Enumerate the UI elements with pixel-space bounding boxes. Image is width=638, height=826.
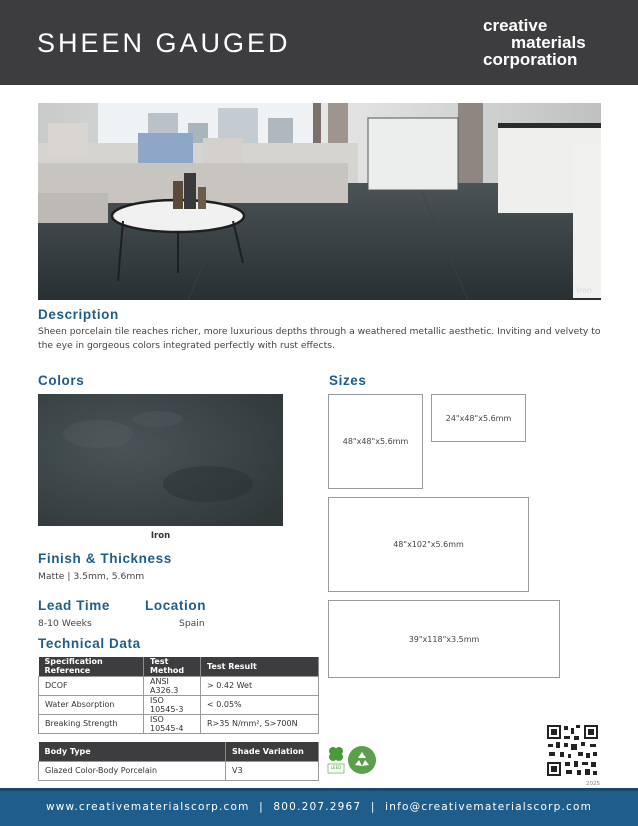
footer-email-link[interactable]: info@creativematerialscorp.com [385,801,593,813]
size-box-48x48 [328,394,423,489]
size-box-39x118 [328,600,560,678]
color-swatch-iron [38,394,283,526]
leed-badge [327,745,345,779]
table-cell: Water Absorption [39,695,144,714]
technical-table-header [39,657,319,676]
leed-label: LEED [330,765,342,770]
recycle-badge [347,745,377,779]
table-cell: ANSI A326.3 [144,676,201,695]
size-label: 24"x48"x5.6mm [445,413,512,423]
hero-caption: Iron [576,286,592,295]
table-cell: ISO 10545-3 [144,695,201,714]
description-text: Sheen porcelain tile reaches richer, more luxurious depths through a weathered metallic aesthetic. Inviting and velvety to the eye in gorgeous colors integrated perfectly with rust effects. [38,326,601,351]
size-label: 39"x118"x3.5mm [408,634,480,644]
description-heading: Description [38,307,119,322]
table-cell: Breaking Strength [39,714,144,733]
location-text: Spain [179,618,205,629]
column-header: Test Method [144,657,201,676]
logo-line-1: creative [483,16,548,35]
body-type-table-header [39,742,319,761]
footer-contact [0,801,638,813]
copyright-year: 2025 [586,781,600,787]
size-box-48x102 [328,497,529,592]
qr-code [546,724,599,777]
recycle-icon [347,745,377,775]
sizes-heading: Sizes [329,373,367,388]
footer-website-link[interactable]: www.creativematerialscorp.com [45,801,250,813]
qr-code-icon [546,724,599,777]
column-header: Shade Variation [226,742,319,761]
table-cell: > 0.42 Wet [201,676,319,695]
technical-heading: Technical Data [38,636,141,651]
table-cell: < 0.05% [201,695,319,714]
column-header: Test Result [201,657,319,676]
finish-text: Matte | 3.5mm, 5.6mm [38,571,145,582]
clover-icon [327,745,345,775]
company-logo [483,17,613,68]
table-row [39,676,319,695]
color-label-iron: Iron [150,531,171,541]
logo-line-2: materials [511,33,586,52]
page-title: SHEEN GAUGED [37,28,291,58]
table-row [39,714,319,733]
finish-heading: Finish & Thickness [38,551,172,566]
iron-texture [38,394,283,526]
footer-separator: | [259,801,264,813]
lead-time-text: 8-10 Weeks [38,618,92,629]
location-heading: Location [145,598,207,613]
colors-heading: Colors [38,373,85,388]
size-box-24x48 [431,394,526,442]
column-header: Body Type [39,742,226,761]
table-row [39,761,319,780]
page-header [0,0,638,85]
body-type-table [38,742,319,781]
hero-room-image [38,103,601,300]
table-cell: DCOF [39,676,144,695]
table-cell: R>35 N/mm², S>700N [201,714,319,733]
size-label: 48"x48"x5.6mm [342,437,409,446]
technical-table [38,657,319,734]
column-header: Specification Reference [39,657,144,676]
table-cell: ISO 10545-4 [144,714,201,733]
size-label: 48"x102"x5.6mm [393,540,464,549]
footer-separator: | [370,801,376,813]
living-room-illustration [38,103,601,300]
table-cell: Glazed Color-Body Porcelain [39,761,226,780]
table-cell: V3 [226,761,319,780]
footer-phone-link[interactable]: 800.207.2967 [273,801,362,813]
page-footer [0,788,638,826]
table-row [39,695,319,714]
lead-time-heading: Lead Time [38,598,110,613]
logo-line-3: corporation [483,50,578,69]
